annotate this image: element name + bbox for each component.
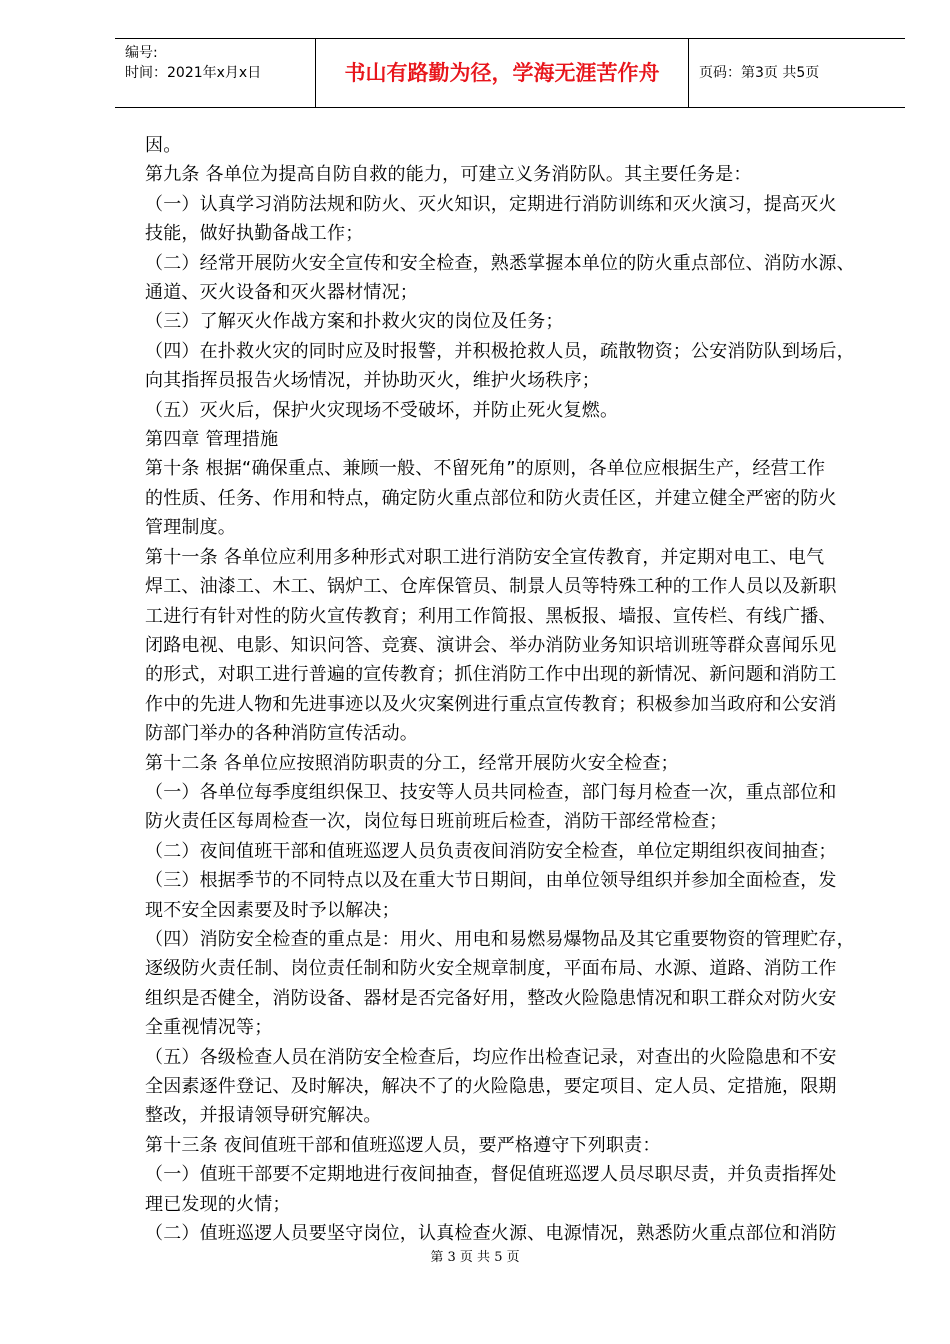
text-line: （一）值班干部要不定期地进行夜间抽查，督促值班巡逻人员尽职尽责，并负责指挥处 xyxy=(145,1164,837,1186)
text-line: 理已发现的火情； xyxy=(145,1193,291,1215)
text-line: 第十三条 夜间值班干部和值班巡逻人员，要严格遵守下列职责： xyxy=(145,1134,661,1156)
document-time-label: 时间：2021年x月x日 xyxy=(125,65,262,81)
text-line: 第九条 各单位为提高自防自救的能力，可建立义务消防队。其主要任务是： xyxy=(145,164,752,186)
text-line: （一）各单位每季度组织保卫、技安等人员共同检查，部门每月检查一次，重点部位和 xyxy=(145,781,837,803)
header-page-info: 页码：第3页 共5页 xyxy=(699,65,820,81)
page-footer: 第 3 页 共 5 页 xyxy=(430,1250,520,1265)
text-line: （三）了解灭火作战方案和扑救火灾的岗位及任务； xyxy=(145,311,564,333)
text-line: 的形式，对职工进行普遍的宣传教育；抓住消防工作中出现的新情况、新问题和消防工 xyxy=(145,664,837,686)
text-line: 组织是否健全，消防设备、器材是否完备好用，整改火险隐患情况和职工群众对防火安 xyxy=(145,987,837,1009)
text-line: 管理制度。 xyxy=(145,517,236,539)
text-line: 防部门举办的各种消防宣传活动。 xyxy=(145,723,418,745)
text-line: 全因素逐件登记、及时解决，解决不了的火险隐患，要定项目、定人员、定措施，限期 xyxy=(145,1076,837,1097)
text-line: 第四章 管理措施 xyxy=(145,429,279,451)
text-line: 整改，并报请领导研究解决。 xyxy=(145,1105,382,1127)
text-line: 第十二条 各单位应按照消防职责的分工，经常开展防火安全检查； xyxy=(145,752,679,774)
text-line: 第十一条 各单位应利用多种形式对职工进行消防安全宣传教育，并定期对电工、电气 xyxy=(145,546,825,568)
text-line: （二）夜间值班干部和值班巡逻人员负责夜间消防安全检查，单位定期组织夜间抽查； xyxy=(145,840,837,862)
document-body xyxy=(145,131,905,1248)
text-line: 第十条 根据“确保重点、兼顾一般、不留死角”的原则，各单位应根据生产，经营工作 xyxy=(145,458,826,480)
text-line: 闭路电视、电影、知识问答、竞赛、演讲会、举办消防业务知识培训班等群众喜闻乐见 xyxy=(145,634,837,656)
header-meta xyxy=(115,39,315,107)
text-line: （四）在扑救火灾的同时应及时报警，并积极抢救人员，疏散物资；公安消防队到场后， xyxy=(145,340,855,362)
text-line: 作中的先进人物和先进事迹以及火灾案例进行重点宣传教育；积极参加当政府和公安消 xyxy=(145,693,837,715)
text-line: （二）经常开展防火安全宣传和安全检查，熟悉掌握本单位的防火重点部位、消防水源、 xyxy=(145,252,855,274)
text-line: 现不安全因素要及时予以解决； xyxy=(145,899,400,921)
text-line: 通道、灭火设备和灭火器材情况； xyxy=(145,282,418,304)
text-line: （三）根据季节的不同特点以及在重大节日期间，由单位领导组织并参加全面检查，发 xyxy=(145,870,837,892)
text-line: 焊工、油漆工、木工、锅炉工、仓库保管员、制景人员等特殊工种的工作人员以及新职 xyxy=(145,576,837,598)
text-line: 逐级防火责任制、岗位责任制和防火安全规章制度，平面布局、水源、道路、消防工作 xyxy=(145,958,837,980)
text-line: 技能，做好执勤备战工作； xyxy=(145,223,364,245)
text-line: （二）值班巡逻人员要坚守岗位，认真检查火源、电源情况，熟悉防火重点部位和消防 xyxy=(145,1223,837,1245)
document-number-label: 编号: xyxy=(125,45,158,61)
text-line: 向其指挥员报告火场情况，并协助灭火，维护火场秩序； xyxy=(145,370,600,392)
text-line: 的性质、任务、作用和特点，确定防火重点部位和防火责任区，并建立健全严密的防火 xyxy=(145,487,837,509)
text-line: （四）消防安全检查的重点是：用火、用电和易燃易爆物品及其它重要物资的管理贮存， xyxy=(145,928,855,950)
text-line: 工进行有针对性的防火宣传教育；利用工作简报、黑板报、墙报、宣传栏、有线广播、 xyxy=(145,605,837,627)
header-motto: 书山有路勤为径，学海无涯苦作舟 xyxy=(315,39,689,107)
text-line: （五）各级检查人员在消防安全检查后，均应作出检查记录，对查出的火险隐患和不安 xyxy=(145,1046,837,1068)
text-line: 因。 xyxy=(145,135,182,156)
page-header xyxy=(115,38,905,108)
text-line: （五）灭火后，保护火灾现场不受破坏，并防止死火复燃。 xyxy=(145,399,619,421)
text-line: 全重视情况等； xyxy=(145,1017,273,1039)
text-line: （一）认真学习消防法规和防火、灭火知识，定期进行消防训练和灭火演习，提高灭火 xyxy=(145,193,837,215)
text-line: 防火责任区每周检查一次，岗位每日班前班后检查，消防干部经常检查； xyxy=(145,811,728,833)
